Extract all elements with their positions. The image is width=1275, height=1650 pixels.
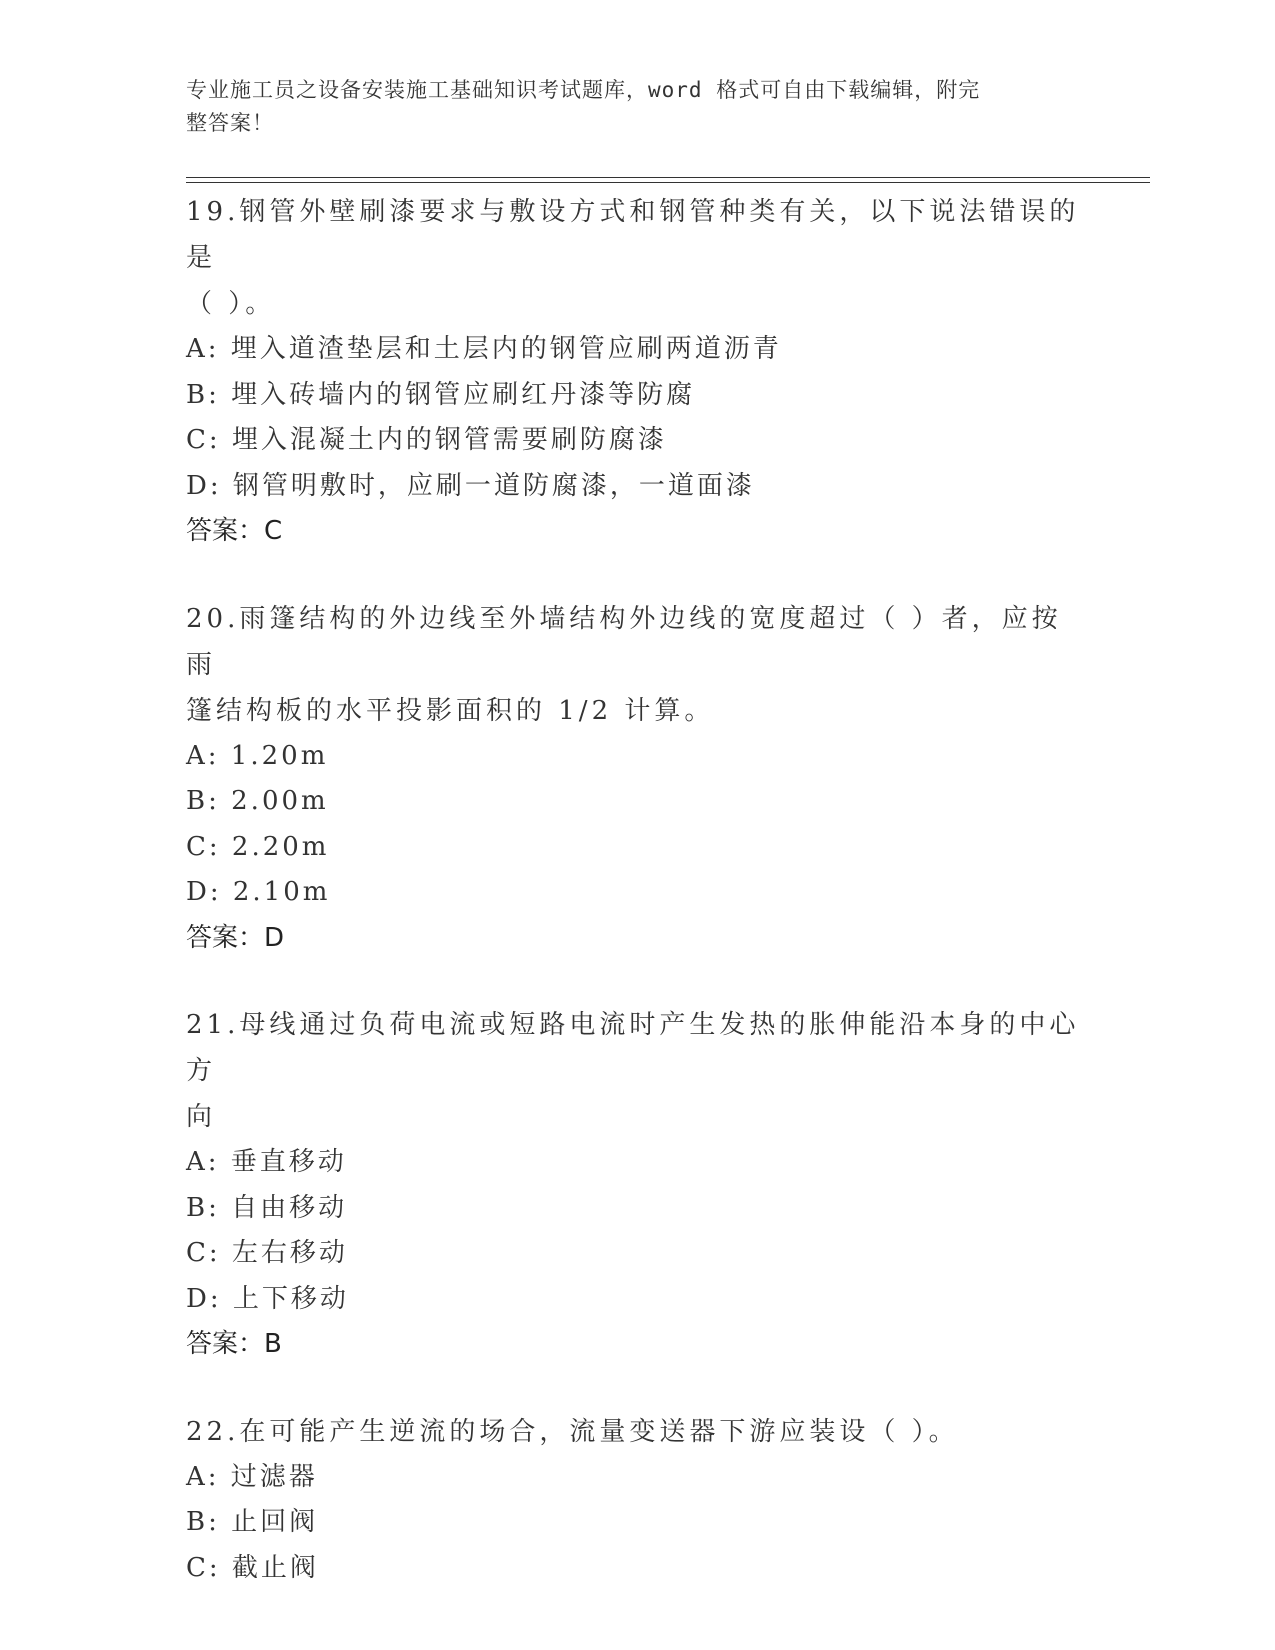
option-a: A: 垂直移动 bbox=[186, 1147, 347, 1177]
answer: 答案：C bbox=[186, 516, 283, 546]
option-c: C: 埋入混凝土内的钢管需要刷防腐漆 bbox=[186, 425, 667, 455]
option-a: A: 过滤器 bbox=[186, 1461, 318, 1492]
option-d: D: 钢管明敷时，应刷一道防腐漆，一道面漆 bbox=[186, 470, 755, 501]
answer: 答案：D bbox=[186, 922, 285, 953]
option-c: C: 2.20m bbox=[186, 831, 330, 862]
option-c: C: 左右移动 bbox=[186, 1238, 348, 1268]
question-20 bbox=[186, 596, 1086, 962]
question-22 bbox=[186, 1409, 1086, 1592]
option-d: D: 上下移动 bbox=[186, 1283, 349, 1314]
header-divider-top bbox=[186, 177, 1150, 178]
option-b: B: 止回阀 bbox=[186, 1507, 319, 1537]
option-b: B: 埋入砖墙内的钢管应刷红丹漆等防腐 bbox=[186, 379, 696, 410]
header-line-1: 专业施工员之设备安装施工基础知识考试题库，word 格式可自由下载编辑，附完 bbox=[186, 78, 981, 102]
option-b: B: 2.00m bbox=[186, 786, 329, 816]
option-a: A: 埋入道渣垫层和土层内的钢管应刷两道沥青 bbox=[186, 334, 782, 364]
question-stem-line: （ ）。 bbox=[186, 289, 276, 319]
header-divider-bottom bbox=[186, 182, 1150, 183]
option-d: D: 2.10m bbox=[186, 877, 331, 907]
document-header bbox=[186, 74, 1066, 140]
header-line-2: 整答案！ bbox=[186, 111, 274, 135]
option-c: C: 截止阀 bbox=[186, 1552, 319, 1583]
question-stem-line: 20.雨篷结构的外边线至外墙结构外边线的宽度超过（ ）者，应按雨 bbox=[186, 603, 1062, 680]
question-stem-line: 19.钢管外壁刷漆要求与敷设方式和钢管种类有关，以下说法错误的是 bbox=[186, 197, 1080, 273]
question-19 bbox=[186, 189, 1086, 555]
question-21 bbox=[186, 1002, 1086, 1368]
question-stem-line: 22.在可能产生逆流的场合，流量变送器下游应装设（ ）。 bbox=[186, 1416, 959, 1447]
option-b: B: 自由移动 bbox=[186, 1192, 348, 1223]
answer: 答案：B bbox=[186, 1329, 282, 1359]
question-stem-line: 向 bbox=[186, 1102, 217, 1132]
question-stem-line: 篷结构板的水平投影面积的 1/2 计算。 bbox=[186, 695, 715, 726]
question-list bbox=[186, 189, 1086, 1632]
question-stem-line: 21.母线通过负荷电流或短路电流时产生发热的胀伸能沿本身的中心方 bbox=[186, 1010, 1080, 1086]
option-a: A: 1.20m bbox=[186, 740, 329, 771]
